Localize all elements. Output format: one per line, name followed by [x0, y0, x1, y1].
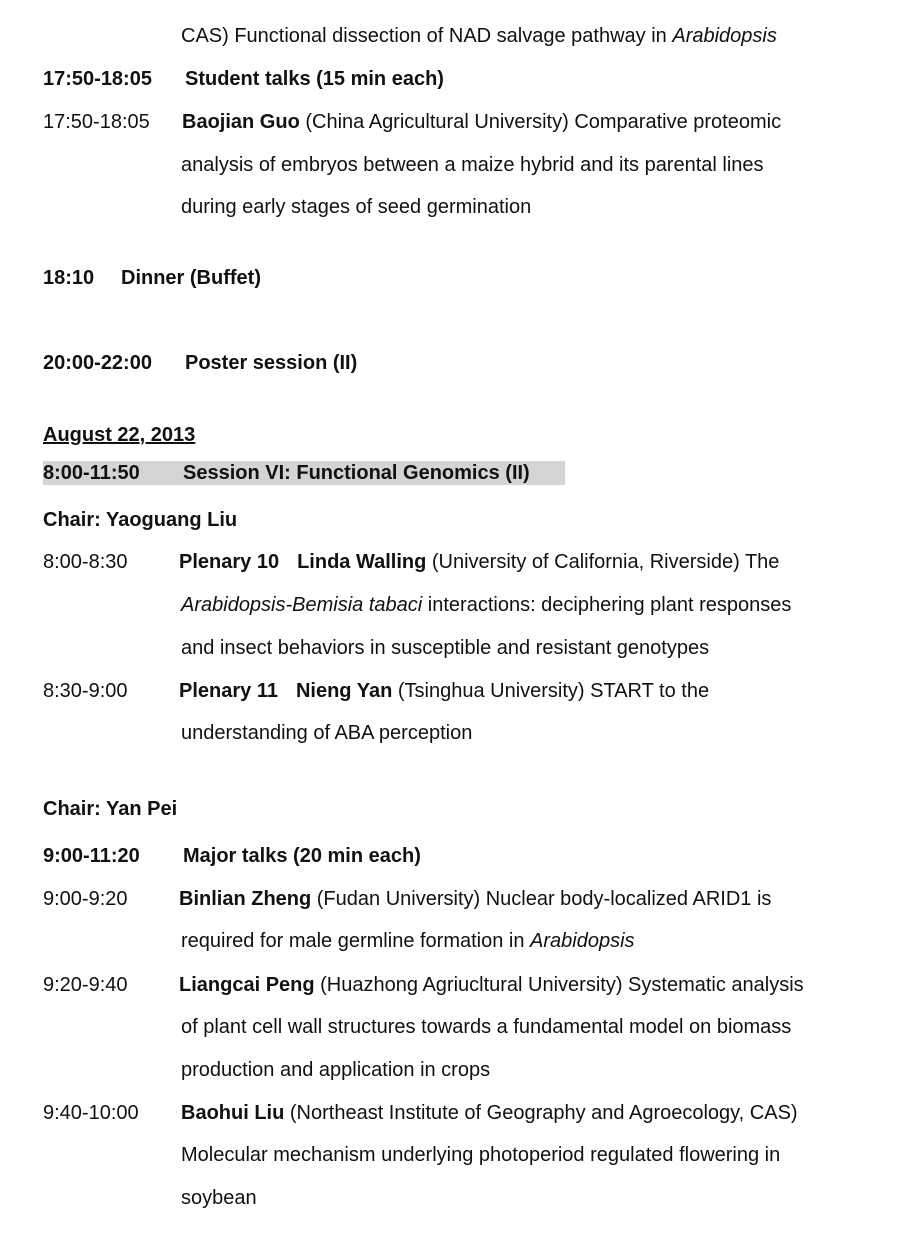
- student-talk-time: 17:50-18:05: [43, 111, 150, 133]
- student-talks-time: 17:50-18:05: [43, 68, 152, 90]
- talk-text: (University of California, Riverside) The: [426, 551, 780, 573]
- italic-species: Arabidopsis: [530, 930, 635, 952]
- talk-text: (Tsinghua University) START to the: [392, 680, 710, 702]
- talk2-line2: of plant cell wall structures towards a fundamental model on biomass: [181, 1016, 792, 1038]
- student-talk-line3: during early stages of seed germination: [181, 196, 532, 218]
- talk1-time: 9:00-9:20: [43, 888, 128, 910]
- speaker-name: Liangcai Peng: [179, 974, 315, 996]
- speaker-name: Baohui Liu: [181, 1102, 285, 1124]
- speaker-name: Baojian Guo: [182, 111, 300, 133]
- plenary11-line1: [179, 679, 709, 703]
- talk-text: interactions: deciphering plant responses: [422, 594, 792, 616]
- talk1-line2: [181, 929, 635, 953]
- talk2-time: 9:20-9:40: [43, 974, 128, 996]
- chair-1: Chair: Yaoguang Liu: [43, 509, 238, 531]
- date-heading: August 22, 2013: [43, 424, 196, 446]
- speaker-name: Linda Walling: [297, 551, 427, 573]
- plenary10-line1: [179, 550, 779, 574]
- intro-line: [181, 24, 777, 48]
- chair-2: Chair: Yan Pei: [43, 798, 178, 820]
- talk-text: required for male germline formation in: [181, 930, 531, 952]
- talk1-line1: [179, 887, 771, 911]
- talk-text: (China Agricultural University) Comparative proteomic: [299, 111, 782, 133]
- major-talks-time: 9:00-11:20: [43, 845, 140, 867]
- dinner-title: Dinner (Buffet): [121, 267, 261, 289]
- speaker-name: Nieng Yan: [295, 680, 393, 702]
- plenary11-line2: understanding of ABA perception: [181, 722, 473, 744]
- poster-title: Poster session (II): [185, 352, 358, 374]
- intro-italic: Arabidopsis: [672, 25, 777, 47]
- plenary11-time: 8:30-9:00: [43, 680, 128, 702]
- session-title: Session VI: Functional Genomics (II): [183, 462, 530, 484]
- dinner-time: 18:10: [43, 267, 95, 289]
- student-talks-title: Student talks (15 min each): [185, 68, 444, 90]
- talk3-line3: soybean: [181, 1187, 257, 1209]
- italic-species: Arabidopsis-Bemisia tabaci: [181, 594, 423, 616]
- talk2-line1: [179, 973, 804, 997]
- session-time: 8:00-11:50: [43, 462, 140, 484]
- plenary-label: Plenary 10: [179, 551, 280, 573]
- plenary10-line3: and insect behaviors in susceptible and resistant genotypes: [181, 637, 710, 659]
- session-heading: [43, 461, 565, 485]
- intro-text: CAS) Functional dissection of NAD salvage pathway in: [181, 25, 673, 47]
- talk3-line1: [181, 1101, 798, 1125]
- student-talk-line2: analysis of embryos between a maize hybrid and its parental lines: [181, 154, 764, 176]
- major-talks-title: Major talks (20 min each): [183, 845, 421, 867]
- talk3-time: 9:40-10:00: [43, 1102, 139, 1124]
- talk3-line2: Molecular mechanism underlying photoperiod regulated flowering in: [181, 1144, 781, 1166]
- talk-text: (Fudan University) Nuclear body-localized ARID1 is: [311, 888, 772, 910]
- speaker-name: Binlian Zheng: [179, 888, 312, 910]
- talk-text: (Huazhong Agriucltural University) Systematic analysis: [314, 974, 804, 996]
- talk-text: (Northeast Institute of Geography and Agroecology, CAS): [284, 1102, 798, 1124]
- talk2-line3: production and application in crops: [181, 1059, 491, 1081]
- student-talk-line1: [182, 110, 781, 134]
- plenary10-time: 8:00-8:30: [43, 551, 128, 573]
- plenary-label: Plenary 11: [179, 680, 278, 702]
- plenary10-line2: [181, 593, 791, 617]
- poster-time: 20:00-22:00: [43, 352, 152, 374]
